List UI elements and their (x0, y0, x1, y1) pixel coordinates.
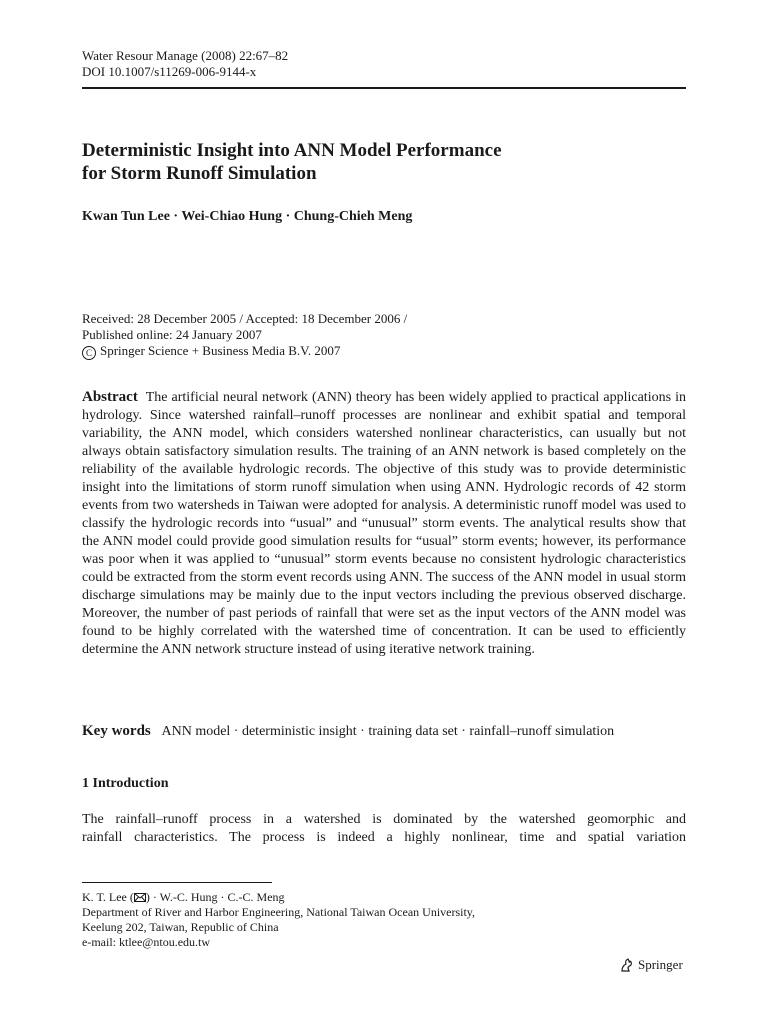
title-line-1: Deterministic Insight into ANN Model Performance (82, 140, 502, 161)
footnote-author-1: K. T. Lee ( (82, 890, 134, 904)
footnote-address: Keelung 202, Taiwan, Republic of China (82, 920, 279, 934)
paper-title (82, 139, 686, 185)
footnote-department: Department of River and Harbor Engineering, National Taiwan Ocean University, (82, 905, 476, 919)
journal-header (82, 48, 288, 80)
copyright-icon: C (82, 346, 96, 360)
journal-citation: Water Resour Manage (2008) 22:67–82 (82, 48, 289, 63)
publisher-name: Springer (638, 957, 683, 972)
section-heading: 1 Introduction (82, 776, 169, 791)
author-footnote (82, 890, 475, 950)
publication-dates (82, 311, 407, 360)
title-line-2: for Storm Runoff Simulation (82, 163, 317, 184)
footnote-authors (82, 890, 475, 905)
footnote-rule (82, 882, 272, 883)
copyright-line (82, 343, 407, 360)
abstract (82, 388, 686, 659)
keywords-label: Key words (82, 723, 151, 739)
footnote-author-rest: ) · W.-C. Hung · C.-C. Meng (145, 890, 285, 904)
keywords (82, 723, 686, 740)
envelope-icon (134, 893, 146, 902)
abstract-label: Abstract (82, 389, 138, 405)
header-rule (82, 87, 686, 89)
introduction-text (82, 811, 686, 847)
intro-line-2: rainfall characteristics. The process is indeed a highly nonlinear, time and spatial variation (82, 830, 686, 845)
copyright-text: Springer Science + Business Media B.V. 2007 (100, 343, 341, 358)
footnote-email: e-mail: ktlee@ntou.edu.tw (82, 935, 211, 949)
received-accepted: Received: 28 December 2005 / Accepted: 18 December 2006 / (82, 311, 408, 326)
springer-horse-icon (619, 957, 635, 973)
publisher-logo (619, 957, 683, 973)
doi: DOI 10.1007/s11269-006-9144-x (82, 64, 257, 79)
intro-line-1: The rainfall–runoff process in a watershed is dominated by the watershed geomorphic and (82, 812, 686, 827)
author-list: Kwan Tun Lee · Wei-Chiao Hung · Chung-Chieh Meng (82, 209, 413, 224)
keywords-text: ANN model · deterministic insight · training data set · rainfall–runoff simulation (161, 724, 615, 739)
published-online: Published online: 24 January 2007 (82, 327, 262, 342)
abstract-text: The artificial neural network (ANN) theory has been widely applied to practical applications in hydrology. Since watershed rainfall–runoff processes are nonlinear and exhibit spatial and temporal variability, the ANN model, which considers watershed nonlinear characteristics, can usually but not always obtain satisfactory simulation results. The training of an ANN network is based completely on the reliability of the available hydrologic records. The objective of this study was to provide deterministic insight into the limitations of storm runoff simulation when using ANN. Hydrologic records of 42 storm events from two watersheds in Taiwan were adopted for analysis. A deterministic runoff model was used to classify the hydrologic records into “usual” and “unusual” storm events. The analytical results show that the ANN model could provide good simulation results for “usual” storm events; however, its performance was poor when it was applied to “unusual” storm events because no consistent hydrologic characteristics could be extracted from the storm event records using ANN. The success of the ANN model in usual storm discharge simulations may be mainly due to the input vectors including the previous observed discharge. Moreover, the number of past periods of rainfall that were set as the input vectors of the ANN model was found to be highly correlated with the watershed time of concentration. It can be used to efficiently determine the ANN network structure instead of using iterative network training. (82, 390, 686, 657)
